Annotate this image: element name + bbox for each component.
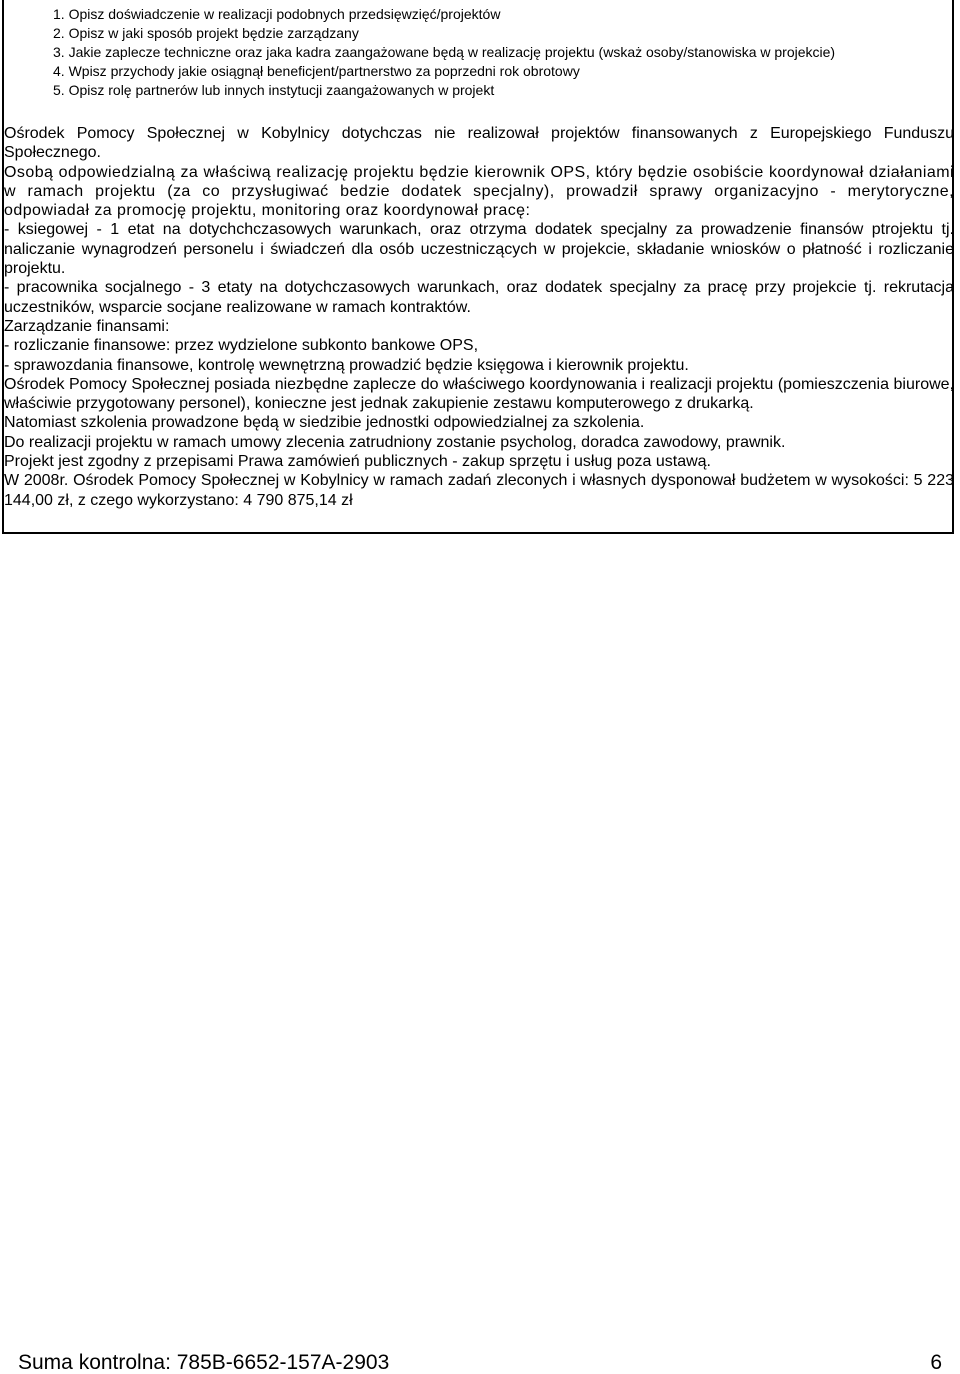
answer-paragraph: Osobą odpowiedzialną za właściwą realizację projektu będzie kierownik OPS, który będzie osobiście koordynował działaniami w ramach projektu (za co przysługiwać bedzie dodatek specjalny), prowadził sprawy organizacyjno - merytoryczne, odpowiadał za promocję projektu, monitoring oraz koordynował pracę: xyxy=(4,163,954,220)
instruction-item: 4. Wpisz przychody jakie osiągnął beneficjent/partnerstwo za poprzedni rok obrotowy xyxy=(53,63,580,79)
instruction-item: 3. Jakie zaplecze techniczne oraz jaka kadra zaangażowane będą w realizację projektu (wskaż osoby/stanowiska w projekcie) xyxy=(53,44,836,60)
instruction-item: 5. Opisz rolę partnerów lub innych instytucji zaangażowanych w projekt xyxy=(53,82,495,98)
answer-paragraph: - pracownika socjalnego - 3 etaty na dotychczasowych warunkach, oraz dodatek specjalny za pracę przy projekcie tj. rekrutacja uczestników, wsparcie socjane realizowane w ramach kontraktów. xyxy=(4,279,954,316)
answer-paragraph: Zarządzanie finansami: xyxy=(4,317,170,335)
answer-paragraph: Natomiast szkolenia prowadzone będą w siedzibie jednostki odpowiedzialnej za szkolenia. xyxy=(4,414,645,432)
answer-paragraph: - ksiegowej - 1 etat na dotychchczasowych warunkach, oraz otrzyma dodatek specjalny za prowadzenie finansów ptrojektu tj. naliczanie wynagrodzeń personelu i świadczeń dla osób uczestniczących w projekcie, składanie wniosków o płatność i rozliczanie projektu. xyxy=(4,221,954,278)
instruction-item: 2. Opisz w jaki sposób projekt będzie zarządzany xyxy=(53,25,359,41)
answer-paragraph: - rozliczanie finansowe: przez wydzielone subkonto bankowe OPS, xyxy=(4,337,479,355)
answer-paragraph: - sprawozdania finansowe, kontrolę wewnętrzną prowadzić będzie księgowa i kierownik projektu. xyxy=(4,356,689,374)
instruction-item: 1. Opisz doświadczenie w realizacji podobnych przedsięwzięć/projektów xyxy=(53,6,501,22)
answer-paragraph: Ośrodek Pomocy Społecznej posiada niezbędne zaplecze do właściwego koordynowania i realizacji projektu (pomieszczenia biurowe, właściwie przygotowany personel), konieczne jest jednak zakupienie zestawu komputerowego z drukarką. xyxy=(4,375,954,413)
answer-paragraph: Do realizacji projektu w ramach umowy zlecenia zatrudniony zostanie psycholog, doradca zawodowy, prawnik. xyxy=(4,433,786,451)
answer-paragraph: W 2008r. Ośrodek Pomocy Społecznej w Kobylnicy w ramach zadań zleconych i własnych dysponował budżetem w wysokości: 5 223 144,00 zł, z czego wykorzystano: 4 790 875,14 zł xyxy=(4,472,954,509)
answer-text xyxy=(4,124,954,510)
answer-paragraph: Projekt jest zgodny z przepisami Prawa zamówień publicznych - zakup sprzętu i usług poza ustawą. xyxy=(4,453,711,471)
answer-paragraph: Ośrodek Pomocy Społecznej w Kobylnicy dotychczas nie realizował projektów finansowanych z Europejskiego Funduszu Społecznego. xyxy=(4,125,954,162)
page-number: 6 xyxy=(930,1351,942,1374)
checksum-footer: Suma kontrolna: 785B-6652-157A-2903 xyxy=(18,1351,390,1374)
